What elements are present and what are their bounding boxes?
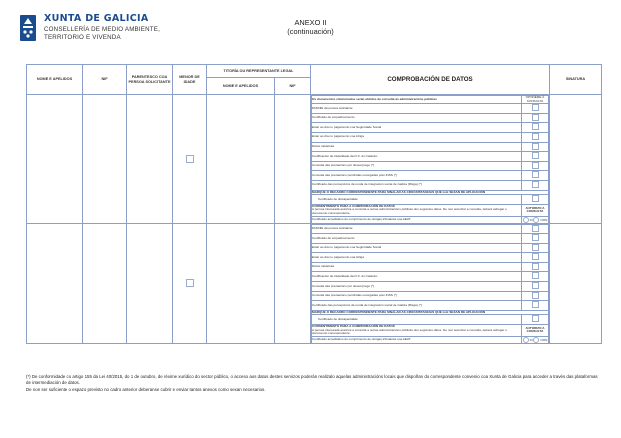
oppose-checkbox[interactable]: [532, 171, 539, 178]
oppose-checkbox[interactable]: [532, 292, 539, 299]
family-members-table: [26, 64, 602, 344]
oppose-checkbox[interactable]: [532, 152, 539, 159]
name-cell[interactable]: [27, 223, 83, 343]
oppose-checkbox[interactable]: [532, 244, 539, 251]
check-item: Certificado das percepcións da renda de integración social de Galicia (Risga) (*): [312, 301, 549, 311]
check-item: Certificado das percepcións da renda de integración social de Galicia (Risga) (*): [312, 180, 549, 190]
authorize-yes-radio[interactable]: [523, 337, 529, 343]
minor-checkbox[interactable]: [186, 155, 194, 163]
oppose-checkbox[interactable]: [532, 253, 539, 260]
guardian-nif-cell[interactable]: [275, 223, 311, 343]
check-item: Datos catastrais: [312, 142, 549, 152]
department-line-1: CONSELLERÍA DE MEDIO AMBIENTE,: [44, 26, 161, 33]
oppose-checkbox[interactable]: [532, 301, 539, 308]
check-item: DNI/NIE da persoa solicitante: [312, 224, 549, 234]
col-nif-header: NIF: [83, 65, 127, 95]
check-item: Estar ao día no pagamento coa Atriga: [312, 132, 549, 142]
check-item: Consulta das prestacións percibidas outorgadas polo INSS (*): [312, 291, 549, 301]
check-item: Estar ao día no pagamento coa Seguridade Social: [312, 243, 549, 253]
check-item: Estar ao día no pagamento coa Atriga: [312, 253, 549, 263]
col-checks-header: COMPROBACIÓN DE DATOS: [311, 65, 550, 95]
oppose-checkbox[interactable]: [532, 234, 539, 241]
col-guardian-header: TITORÍA OU REPRESENTANTE LEGAL: [207, 65, 311, 78]
oppose-checkbox[interactable]: [532, 181, 539, 188]
check-item: Consulta das prestacións por desemprego (*): [312, 161, 549, 171]
consent-block: CONSENTIMENTO PARA A COMPROBACIÓN DE DATOS A persoa interesada autoriza a consulta a outras administracións públicas dos seguintes datos. De non autorizar a consulta, deberá achegar o documento correspondente.: [312, 204, 522, 216]
minor-cell: [173, 95, 207, 224]
check-item: Estar ao día no pagamento coa Seguridade Social: [312, 123, 549, 133]
check-item: DNI/NIE da persoa solicitante: [312, 104, 549, 114]
annex-subtitle: (continuación): [287, 27, 334, 36]
authorize-no-radio[interactable]: [533, 337, 539, 343]
check-item: Certificación de titularidade da D.X. do Catastro: [312, 152, 549, 162]
col-name-header: NOME E APELIDOS: [27, 65, 83, 95]
oppose-checkbox[interactable]: [532, 282, 539, 289]
kinship-cell[interactable]: [127, 223, 173, 343]
footnote-1: (*) De conformidade co artigo 155 da Lei 40/2015, do 1 de outubro, de réxime xurídico do sector público, o acceso aos datos destes servizos poderán realizalo aquelas administracións locais que dispoñan do correspondente convenio coa Xunta de Galicia para acceder a través das plataformas de intermediación de datos.: [26, 374, 598, 386]
check-item: Datos catastrais: [312, 262, 549, 272]
footnotes: [26, 374, 601, 393]
check-item: Consulta das prestacións percibidas outorgadas polo INSS (*): [312, 171, 549, 181]
mark-heading: MARQUE O RECADRO CORRESPONDENTE PARA SINALAR AS CIRCUNSTANCIAS QUE LLE SEXAN DE APLICACIÓN: [312, 190, 549, 195]
kinship-cell[interactable]: [127, 95, 173, 224]
authorize-header: AUTORIZO A CONSULTA: [522, 204, 549, 216]
oppose-checkbox[interactable]: [532, 225, 539, 232]
oppose-checkbox[interactable]: [532, 162, 539, 169]
oppose-checkbox[interactable]: [532, 104, 539, 111]
footnote-2: De non ser suficiente o espazo previsto no cadro anterior deberanse cubrir e enviar tantos anexos como sexan necesarios.: [26, 386, 266, 392]
check-item: Consulta das prestacións por desemprego (*): [312, 282, 549, 292]
check-item: Certificación de titularidade da D.X. do Catastro: [312, 272, 549, 282]
col-minor-header: MENOR DE IDADE: [173, 65, 207, 95]
guardian-nif-cell[interactable]: [275, 95, 311, 224]
tax-item: Certificado acreditativo do cumprimento de obrigas tributarias coa AEAT SI NON: [312, 216, 548, 222]
authorize-no-radio[interactable]: [533, 217, 539, 223]
col-signature-header: SINATURA: [550, 65, 602, 95]
oppose-checkbox[interactable]: [532, 263, 539, 270]
department-line-2: TERRITORIO E VIVENDA: [44, 34, 121, 41]
minor-checkbox[interactable]: [186, 279, 194, 287]
checks-list: [311, 224, 549, 343]
disability-checkbox[interactable]: [532, 315, 539, 322]
brand-name: XUNTA DE GALICIA: [44, 13, 149, 24]
col-guardian-name-header: NOME E APELIDOS: [207, 78, 275, 95]
checks-intro: Os documentos relacionados serán obtidos de consulta ás administracións públicas: [312, 96, 522, 104]
checks-list: [311, 95, 549, 223]
col-guardian-nif-header: NIF: [275, 78, 311, 95]
disability-item: Certificado de discapacidade: [312, 315, 549, 325]
tax-item: Certificado acreditativo do cumprimento de obrigas tributarias coa AEAT SI NON: [312, 337, 548, 342]
member-row-2: [27, 223, 602, 343]
oppose-checkbox[interactable]: [532, 272, 539, 279]
nif-cell[interactable]: [83, 223, 127, 343]
checks-cell: [311, 223, 550, 343]
oppose-checkbox[interactable]: [532, 114, 539, 121]
disability-checkbox[interactable]: [532, 195, 539, 202]
oppose-checkbox[interactable]: [532, 143, 539, 150]
consent-block: CONSENTIMENTO PARA A COMPROBACIÓN DE DATOS A persoa interesada autoriza a consulta a outras administracións públicas dos seguintes datos. De non autorizar a consulta, deberá achegar o documento correspondente.: [312, 325, 522, 337]
check-item: Certificado de empadroamento: [312, 234, 549, 244]
signature-cell[interactable]: [550, 223, 602, 343]
name-cell[interactable]: [27, 95, 83, 224]
annex-title: ANEXO II: [294, 18, 327, 27]
oppose-checkbox[interactable]: [532, 123, 539, 130]
checks-cell: [311, 95, 550, 224]
oppose-checkbox[interactable]: [532, 133, 539, 140]
disability-item: Certificado de discapacidade: [312, 195, 549, 205]
minor-cell: [173, 223, 207, 343]
oppose-header: OPOÑÉME Á CONSULTA: [522, 96, 549, 104]
annex-heading: [0, 18, 621, 36]
authorize-yes-radio[interactable]: [523, 217, 529, 223]
guardian-name-cell[interactable]: [207, 223, 275, 343]
header-row-1: [27, 65, 602, 78]
col-kinship-header: PARENTESCO COA PERSOA SOLICITANTE: [127, 65, 173, 95]
member-row-1: [27, 95, 602, 224]
signature-cell[interactable]: [550, 95, 602, 224]
authorize-header: AUTORIZO A CONSULTA: [522, 325, 549, 337]
guardian-name-cell[interactable]: [207, 95, 275, 224]
mark-heading: MARQUE O RECADRO CORRESPONDENTE PARA SINALAR AS CIRCUNSTANCIAS QUE LLE SEXAN DE APLICACIÓN: [312, 310, 549, 315]
check-item: Certificado de empadroamento: [312, 113, 549, 123]
nif-cell[interactable]: [83, 95, 127, 224]
